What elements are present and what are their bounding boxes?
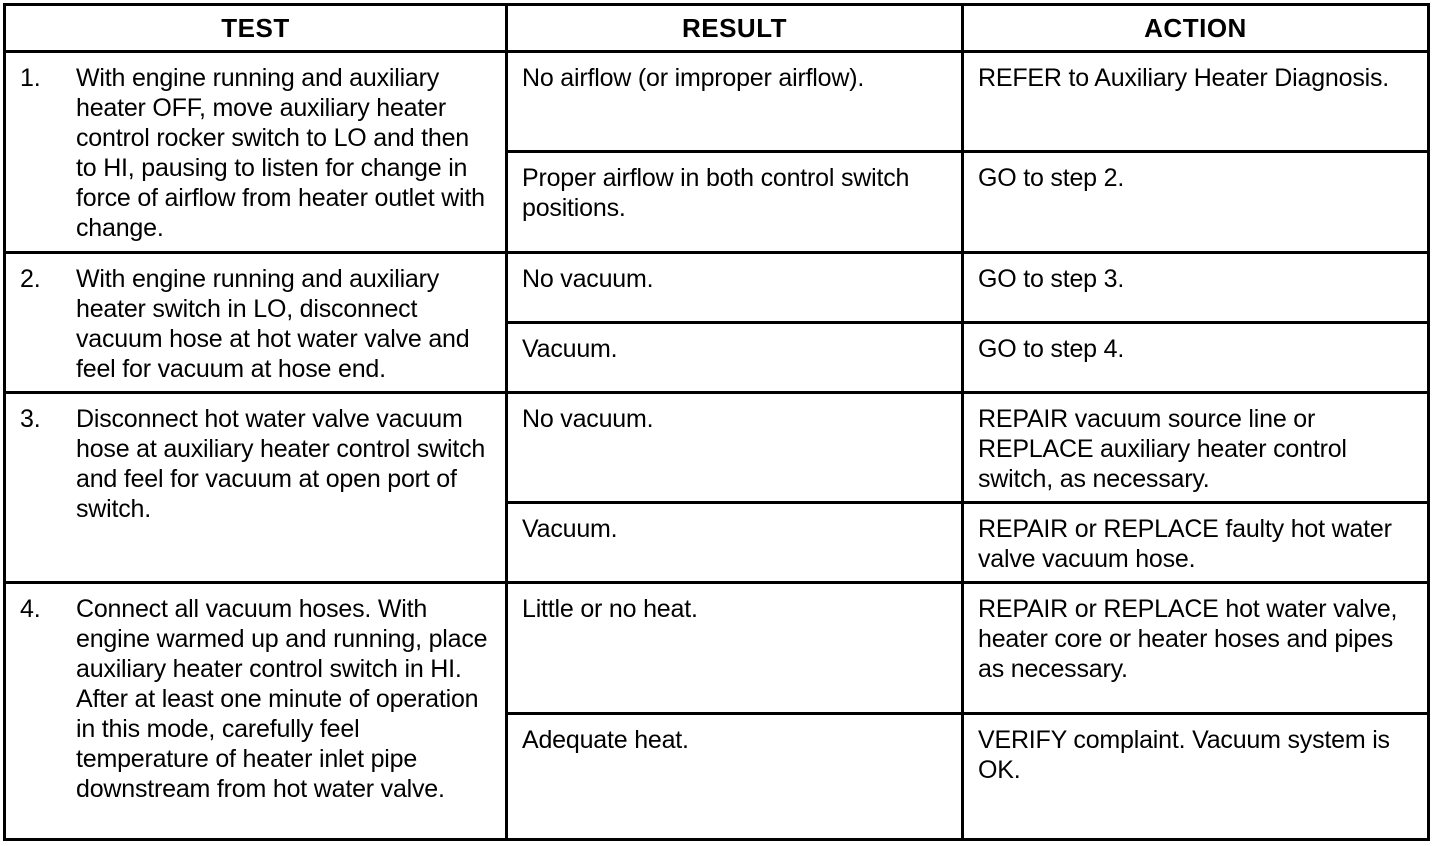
step-test-text: Connect all vacuum hoses. With engine warmed up and running, place auxiliary heater control switch in HI. After at least one minute of operation in this mode, carefully feel temperature of heater inlet pipe downstream from hot water valve. [76, 595, 488, 804]
action-cell: GO to step 2. [963, 152, 1429, 252]
action-cell: REFER to Auxiliary Heater Diagnosis. [963, 52, 1429, 152]
result-cell: Proper airflow in both control switch positions. [507, 152, 963, 252]
step-number: 2. [20, 264, 41, 293]
step-test-text: With engine running and auxiliary heater OFF, move auxiliary heater control rocker switch to LO and then to HI, pausing to listen for change in force of airflow from heater outlet with change. [76, 64, 485, 242]
table-row [5, 583, 1429, 713]
step-number: 3. [20, 404, 41, 433]
table-row [5, 52, 1429, 152]
step-test-text: Disconnect hot water valve vacuum hose at auxiliary heater control switch and feel for vacuum at open port of switch. [76, 404, 486, 523]
header-row [5, 5, 1429, 52]
table-row [5, 252, 1429, 322]
result-cell: No vacuum. [507, 392, 963, 502]
step-2-test-cell [5, 252, 507, 392]
result-cell: Adequate heat. [507, 713, 963, 839]
result-cell: No airflow (or improper airflow). [507, 52, 963, 152]
result-cell: Little or no heat. [507, 583, 963, 713]
action-cell: REPAIR or REPLACE faulty hot water valve vacuum hose. [963, 503, 1429, 583]
result-cell: Vacuum. [507, 322, 963, 392]
header-action: ACTION [963, 5, 1429, 52]
diagnosis-table [3, 3, 1430, 841]
step-test-text: With engine running and auxiliary heater switch in LO, disconnect vacuum hose at hot water valve and feel for vacuum at hose end. [76, 264, 470, 383]
action-cell: VERIFY complaint. Vacuum system is OK. [963, 713, 1429, 839]
header-result: RESULT [507, 5, 963, 52]
table-row [5, 392, 1429, 502]
action-cell: GO to step 3. [963, 252, 1429, 322]
step-number: 4. [20, 595, 41, 624]
action-cell: REPAIR or REPLACE hot water valve, heater core or heater hoses and pipes as necessary. [963, 583, 1429, 713]
step-number: 1. [20, 64, 41, 92]
header-test: TEST [5, 5, 507, 52]
action-cell: REPAIR vacuum source line or REPLACE auxiliary heater control switch, as necessary. [963, 392, 1429, 502]
result-cell: Vacuum. [507, 503, 963, 583]
step-3-test-cell [5, 392, 507, 582]
result-cell: No vacuum. [507, 252, 963, 322]
step-4-test-cell [5, 583, 507, 840]
step-1-test-cell [5, 52, 507, 253]
action-cell: GO to step 4. [963, 322, 1429, 392]
